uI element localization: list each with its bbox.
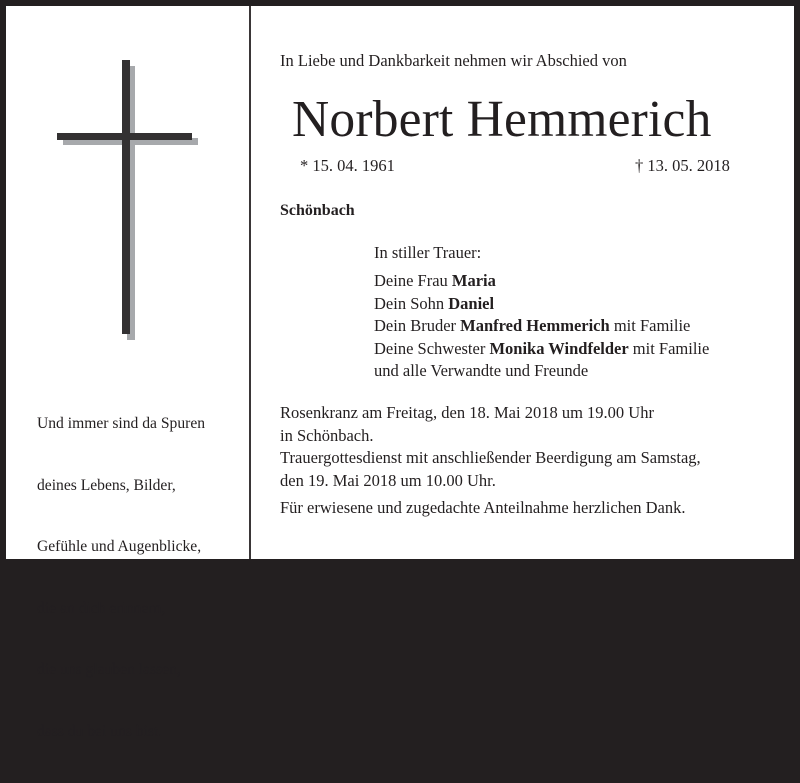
- column-divider: [249, 6, 251, 559]
- mourner-row: [374, 270, 709, 293]
- service-line: den 19. Mai 2018 um 10.00 Uhr.: [280, 470, 496, 490]
- service-details: [280, 402, 701, 492]
- service-line: Rosenkranz am Freitag, den 18. Mai 2018 um 19.00 Uhr: [280, 403, 654, 422]
- intro-text: In Liebe und Dankbarkeit nehmen wir Abschied von: [280, 51, 627, 70]
- mourner-name: Maria: [451, 271, 496, 290]
- death-date: † 13. 05. 2018: [635, 156, 730, 175]
- mourners-header: In stiller Trauer:: [374, 243, 482, 262]
- relation-suffix: mit Familie: [628, 338, 710, 358]
- poem-line: deines Lebens, Bilder,: [37, 476, 176, 494]
- poem-line: dass du bei uns bist.: [37, 722, 163, 740]
- relation: Dein Bruder: [374, 316, 461, 336]
- mourners-list: [374, 242, 709, 383]
- relation-suffix: mit Familie: [609, 316, 691, 336]
- cross-icon: [6, 6, 249, 366]
- mourner-row: [374, 360, 709, 383]
- mourner-row: [374, 293, 709, 316]
- poem-line: Gefühle und Augenblicke,: [37, 538, 202, 555]
- birth-date: * 15. 04. 1961: [300, 156, 395, 175]
- memorial-poem: [37, 373, 205, 783]
- obituary-card: [6, 6, 794, 740]
- relation: Deine Schwester: [374, 338, 490, 358]
- mourner-row: [374, 315, 709, 338]
- poem-line: die uns glauben lassen,: [37, 661, 181, 678]
- relation: Deine Frau: [374, 271, 452, 290]
- relation: Dein Sohn: [374, 293, 449, 313]
- mourner-name: Monika Windfelder: [489, 338, 629, 358]
- mourner-name: Daniel: [448, 293, 495, 313]
- mourner-name: Manfred Hemmerich: [460, 316, 610, 336]
- hometown: Schönbach: [280, 202, 355, 219]
- poem-line: Und immer sind da Spuren: [37, 415, 206, 432]
- deceased-name: Norbert Hemmerich: [292, 91, 712, 148]
- service-line: in Schönbach.: [280, 425, 374, 445]
- thanks-text: Für erwiesene und zugedachte Anteilnahme herzlichen Dank.: [280, 498, 686, 517]
- relation: und alle Verwandte und Freunde: [374, 361, 589, 381]
- service-line: Trauergottesdienst mit anschließender Beerdigung am Samstag,: [280, 448, 701, 468]
- poem-line: die an dich erinnern,: [37, 599, 166, 617]
- mourner-row: [374, 338, 709, 361]
